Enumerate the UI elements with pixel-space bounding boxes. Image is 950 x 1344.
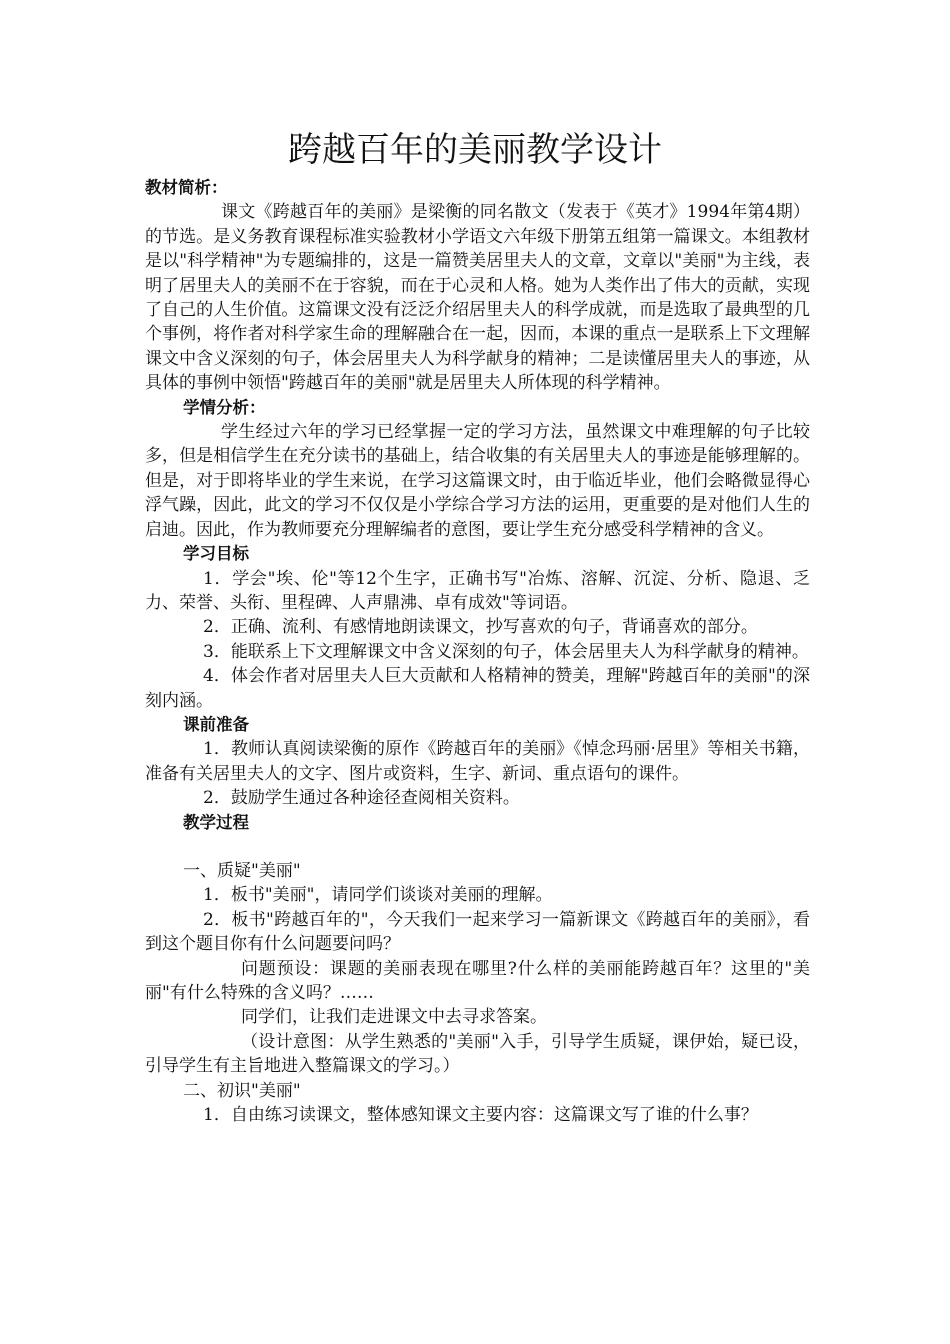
preparation-item: 2．鼓励学生通过各种途径查阅相关资料。 bbox=[203, 788, 520, 809]
learning-goal-item: 1．学会"埃、伦"等12个生字，正确书写"冶炼、溶解、沉淀、分析、隐退、乏力、荣誉、头衔、里程碑、人声鼎沸、卓有成效"等词语。 bbox=[145, 568, 810, 613]
part1-title: 一、质疑"美丽" bbox=[183, 860, 301, 881]
document-body bbox=[145, 176, 810, 1127]
learner-analysis-heading: 学情分析： bbox=[183, 397, 266, 417]
learning-goals-heading: 学习目标 bbox=[183, 544, 249, 564]
part1-step: 2．板书"跨越百年的"，今天我们一起来学习一篇新课文《跨越百年的美丽》，看到这个题目你有什么问题要问吗？ bbox=[145, 909, 810, 955]
learner-analysis-body: 学生经过六年的学习已经掌握一定的学习方法，虽然课文中难理解的句子比较多，但是相信学生在充分读书的基础上，结合收集的有关居里夫人的事迹是能够理解的。但是，对于即将毕业的学生来说，在学习这篇课文时，由于临近毕业，他们会略微显得心浮气躁，因此，此文的学习不仅仅是小学综合学习方法的运用，更重要的是对他们人生的启迪。因此，作为教师要充分理解编者的意图，要让学生充分感受科学精神的含义。 bbox=[145, 422, 810, 540]
document-title: 跨越百年的美丽教学设计 bbox=[288, 130, 662, 170]
teaching-process-heading: 教学过程 bbox=[183, 812, 249, 832]
part1-transition: 同学们，让我们走进课文中去寻求答案。 bbox=[241, 1007, 547, 1028]
part1-design-intent: （设计意图：从学生熟悉的"美丽"入手，引导学生质疑，课伊始，疑已设，引导学生有主旨地进入整篇课文的学习。） bbox=[145, 1031, 810, 1077]
learning-goal-item: 2．正确、流利、有感情地朗读课文，抄写喜欢的句子，背诵喜欢的部分。 bbox=[203, 617, 758, 638]
learning-goal-item: 3．能联系上下文理解课文中含义深刻的句子，体会居里夫人为科学献身的精神。 bbox=[203, 641, 809, 662]
textbook-analysis-body: 课文《跨越百年的美丽》是梁衡的同名散文（发表于《英才》1994年第4期）的节选。是义务教育课程标准实验教材小学语文六年级下册第五组第一篇课文。本组教材是以"科学精神"为专题编排的，这是一篇赞美居里夫人的文章，文章以"美丽"为主线，表明了居里夫人的美丽不在于容貌，而在于心灵和人格。她为人类作出了伟大的贡献，实现了自己的人生价值。这篇课文没有泛泛介绍居里夫人的科学成就，而是选取了最典型的几个事例，将作者对科学家生命的理解融合在一起，因而，本课的重点一是联系上下文理解课文中含义深刻的句子，体会居里夫人为科学献身的精神；二是读懂居里夫人的事迹，从具体的事例中领悟"跨越百年的美丽"就是居里夫人所体现的科学精神。 bbox=[145, 202, 810, 394]
part1-step: 1．板书"美丽"，请同学们谈谈对美丽的理解。 bbox=[203, 885, 553, 906]
part2-title: 二、初识"美丽" bbox=[183, 1080, 301, 1101]
part2-step: 1．自由练习读课文，整体感知课文主要内容：这篇课文写了谁的什么事？ bbox=[203, 1105, 758, 1126]
blank-line bbox=[145, 835, 810, 859]
preparation-item: 1．教师认真阅读梁衡的原作《跨越百年的美丽》《悼念玛丽·居里》等相关书籍，准备有关居里夫人的文字、图片或资料，生字、新词、重点语句的课件。 bbox=[145, 739, 810, 784]
preparation-heading: 课前准备 bbox=[183, 714, 249, 734]
part1-question-preset: 问题预设：课题的美丽表现在哪里?什么样的美丽能跨越百年？这里的"美丽"有什么特殊的含义吗？…… bbox=[145, 958, 810, 1003]
learning-goal-item: 4．体会作者对居里夫人巨大贡献和人格精神的赞美，理解"跨越百年的美丽"的深刻内涵。 bbox=[145, 666, 810, 711]
textbook-analysis-heading: 教材简析： bbox=[145, 178, 228, 197]
